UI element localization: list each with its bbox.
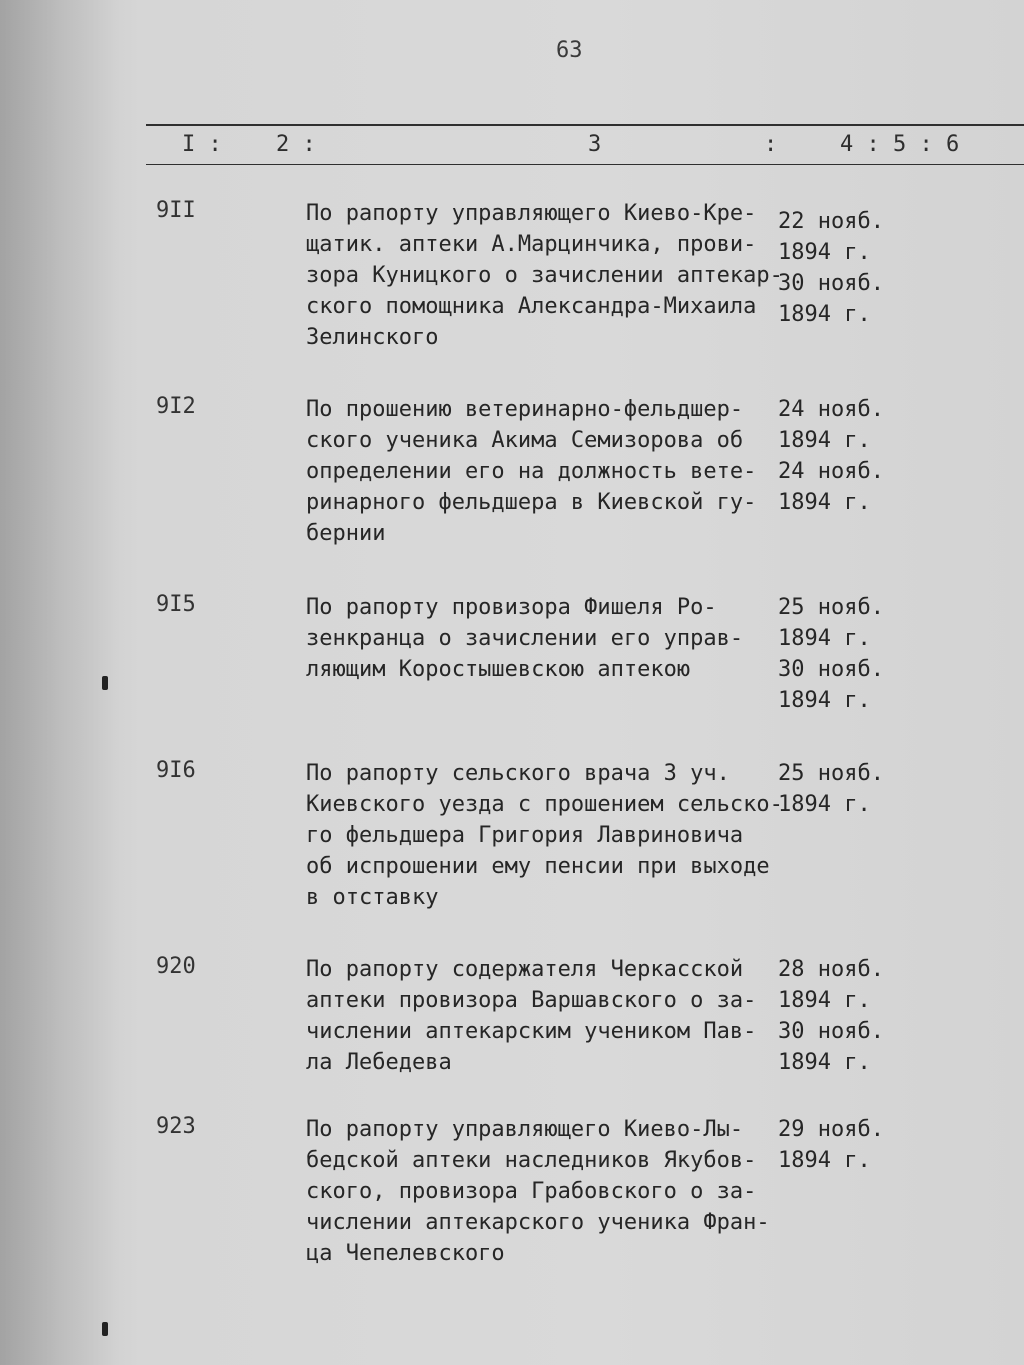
column-header-3: 3 — [588, 132, 602, 157]
entry-number: 920 — [156, 954, 196, 979]
entry-dates: 24 нояб. 1894 г. 24 нояб. 1894 г. — [778, 397, 884, 515]
entry-dates: 25 нояб. 1894 г. — [778, 761, 884, 817]
entry-description: По прошению ветеринарно-фельдшер- ского ученика Акима Семизорова об определении его на должность вете- ринарного фельдшера в Киевской гу- бернии — [306, 397, 757, 546]
entry-number: 9I5 — [156, 592, 196, 617]
column-header-4-5-6: 4 : 5 : 6 — [840, 132, 960, 157]
binding-mark — [102, 676, 108, 690]
entry-number: 9II — [156, 198, 196, 223]
entry-description: По рапорту сельского врача 3 уч. Киевского уезда с прошением сельско- го фельдшера Григория Лавриновича об испрошении ему пенсии при выходе в отставку — [306, 761, 783, 910]
column-header-2: 2 : — [276, 132, 316, 157]
entry-description: По рапорту управляющего Киево-Лы- бедской аптеки наследников Якубов- ского, провизора Грабовского о за- числении аптекарского ученика Фран- ца Чепелевского — [306, 1117, 770, 1266]
entry-description: По рапорту управляющего Киево-Кре- щатик. аптеки А.Марцинчика, прови- зора Куницкого о зачислении аптекар- ского помощника Александра-Михаила Зелинского — [306, 201, 783, 350]
entry-dates: 22 нояб. 1894 г. 30 нояб. 1894 г. — [778, 209, 884, 327]
entry-number: 9I2 — [156, 394, 196, 419]
entry-number: 9I6 — [156, 758, 196, 783]
entry-number: 923 — [156, 1114, 196, 1139]
entry-description: По рапорту содержателя Черкасской аптеки провизора Варшавского о за- числении аптекарским учеником Пав- ла Лебедева — [306, 957, 757, 1075]
header-rule-top — [146, 124, 1024, 126]
entry-dates: 29 нояб. 1894 г. — [778, 1117, 884, 1173]
entry-dates: 28 нояб. 1894 г. 30 нояб. 1894 г. — [778, 957, 884, 1075]
entry-dates: 25 нояб. 1894 г. 30 нояб. 1894 г. — [778, 595, 884, 713]
binding-mark — [102, 1322, 108, 1336]
column-header-1: I : — [182, 132, 222, 157]
column-header-separator: : — [764, 132, 778, 157]
header-rule-bottom — [146, 164, 1024, 165]
page-number: 63 — [556, 38, 583, 63]
entry-description: По рапорту провизора Фишеля Ро- зенкранца о зачислении его управ- ляющим Коростышевскою аптекою — [306, 595, 744, 682]
